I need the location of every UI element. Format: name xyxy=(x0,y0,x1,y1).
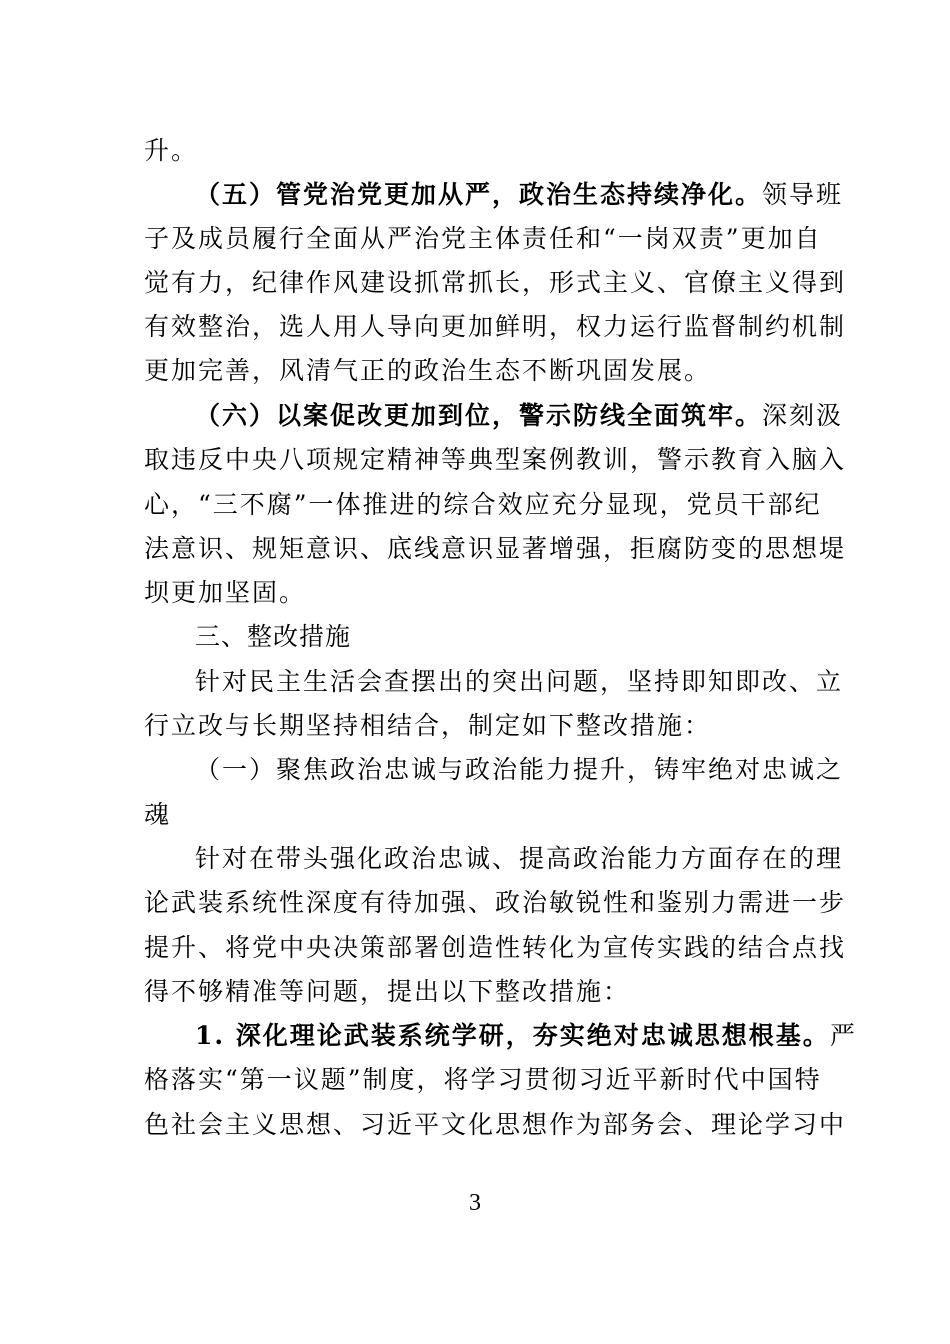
paragraph-line: 更加完善，风清气正的政治生态不断巩固发展。 xyxy=(144,356,712,385)
paragraph-line: 心，“三不腐”一体推进的综合效应充分显现，党员干部纪 xyxy=(144,490,822,519)
paragraph-line: 觉有力，纪律作风建设抓常抓长，形式主义、官僚主义得到 xyxy=(144,268,847,297)
paragraph-line: 得不够精准等问题，提出以下整改措施： xyxy=(144,977,631,1006)
paragraph-line: 子及成员履行全面从严治党主体责任和“一岗双责”更加自 xyxy=(144,224,822,253)
paragraph-first-line: 针对在带头强化政治忠诚、提高政治能力方面存在的理 xyxy=(195,844,844,873)
paragraph-line: 论武装系统性深度有待加强、政治敏锐性和鉴别力需进一步 xyxy=(144,888,847,917)
paragraph-line: 法意识、规矩意识、底线意识显著增强，拒腐防变的思想堤 xyxy=(144,534,847,563)
paragraph-text: 严 xyxy=(829,1021,857,1050)
paragraph-first-line xyxy=(195,394,844,438)
paragraph-line: 取违反中央八项规定精神等典型案例教训，警示教育入脑入 xyxy=(144,445,847,474)
paragraph-line: 升。 xyxy=(144,136,199,165)
paragraph-lead: 1. 深化理论武装系统学研，夯实绝对忠诚思想根基。 xyxy=(195,1021,830,1050)
paragraph-line: 提升、将党中央决策部署创造性转化为宣传实践的结合点找 xyxy=(144,933,847,962)
paragraph-first-line xyxy=(195,173,844,217)
subheading: （一）聚焦政治忠诚与政治能力提升，铸牢绝对忠诚之 xyxy=(195,755,844,784)
paragraph-line: 色社会主义思想、习近平文化思想作为部务会、理论学习中 xyxy=(144,1110,847,1139)
paragraph-first-line xyxy=(195,1014,857,1058)
paragraph-lead: （五）管党治党更加从严，政治生态持续净化。 xyxy=(195,180,763,209)
paragraph-text: 深刻汲 xyxy=(762,401,844,430)
section-heading: 三、整改措施 xyxy=(195,622,352,651)
page-number: 3 xyxy=(469,1190,481,1216)
subheading-line: 魂 xyxy=(144,800,172,829)
paragraph-lead: （六）以案促改更加到位，警示防线全面筑牢。 xyxy=(195,401,763,430)
paragraph-line: 有效整治，选人用人导向更加鲜明，权力运行监督制约机制 xyxy=(144,312,847,341)
paragraph-line: 格落实“第一议题”制度，将学习贯彻习近平新时代中国特 xyxy=(144,1065,822,1094)
paragraph-first-line: 针对民主生活会查摆出的突出问题，坚持即知即改、立 xyxy=(195,667,844,696)
paragraph-line: 行立改与长期坚持相结合，制定如下整改措施： xyxy=(144,711,712,740)
paragraph-text: 领导班 xyxy=(762,180,844,209)
paragraph-line: 坝更加坚固。 xyxy=(144,578,307,607)
